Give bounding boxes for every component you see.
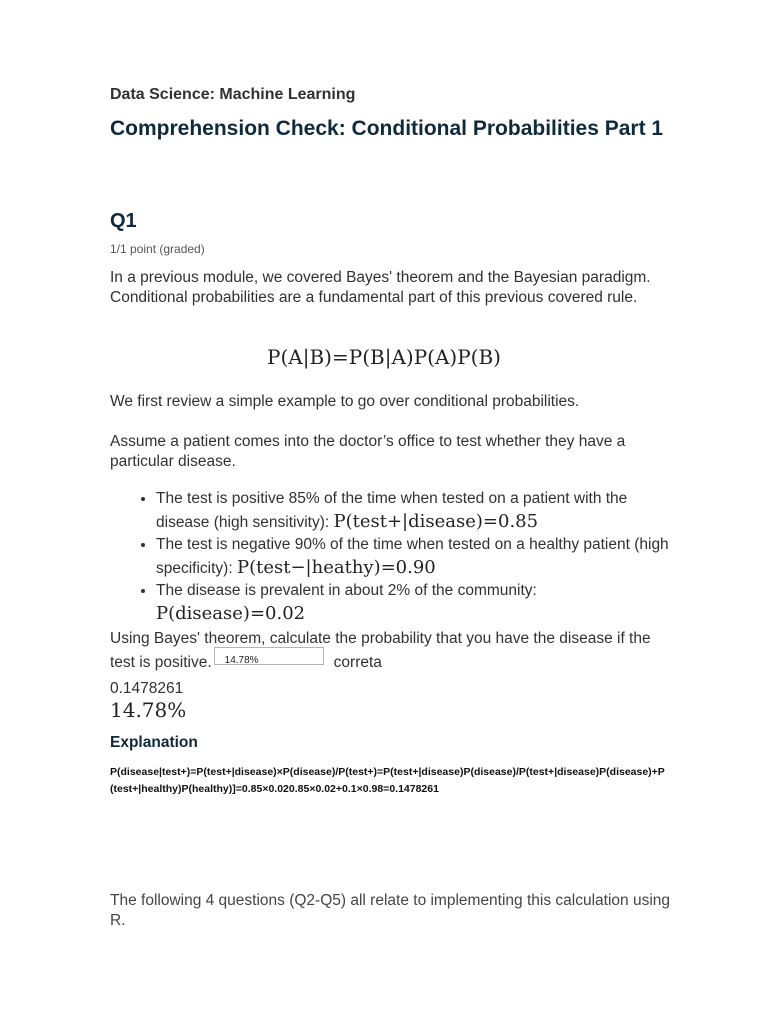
bayes-formula: P(A|B)=P(B|A)P(A)P(B) — [267, 345, 501, 369]
assume-text: Assume a patient comes into the doctor’s office to test whether they have a particular disease. — [110, 433, 626, 470]
list-item — [156, 534, 676, 580]
list-item — [156, 580, 676, 626]
result-display: 14.78% — [110, 698, 187, 722]
explanation-heading: Explanation — [110, 734, 198, 751]
answer-input[interactable]: 14.78% — [214, 647, 324, 665]
intro-text: In a previous module, we covered Bayes' theorem and the Bayesian paradigm. Conditional probabilities are a fundamental part of this previous covered rule. — [110, 269, 651, 306]
condition-text: The disease is prevalent in about 2% of the community: — [156, 582, 537, 599]
prompt-text: Using Bayes' theorem, calculate the probability that you have the disease if the test is positive. — [110, 630, 651, 671]
answer-status: correta — [333, 654, 382, 671]
condition-math: P(disease)=0.02 — [156, 602, 306, 624]
explanation-text: P(disease|test+)=P(test+|disease)×P(disease)/P(test+)=P(test+|disease)P(disease)/P(test+|disease)P(disease)+P(test+|healthy)P(healthy)]=0.85×0.020.85×0.02+0.1×0.98=0.1478261 — [110, 766, 665, 795]
condition-math: P(test−|heathy)=0.90 — [236, 556, 436, 578]
question-heading: Q1 — [110, 210, 137, 232]
conditions-list — [110, 488, 676, 626]
review-text: We first review a simple example to go over conditional probabilities. — [110, 393, 580, 410]
result-raw: 0.1478261 — [110, 680, 184, 697]
condition-math: P(test+|disease)=0.85 — [333, 510, 539, 532]
course-name: Data Science: Machine Learning — [110, 86, 356, 103]
page-title: Comprehension Check: Conditional Probabilities Part 1 — [110, 117, 664, 140]
list-item — [156, 488, 676, 534]
condition-text: The test is positive 85% of the time when tested on a patient with the disease (high sensitivity): — [156, 490, 628, 531]
points-label: 1/1 point (graded) — [110, 242, 205, 256]
condition-text: The test is negative 90% of the time when tested on a healthy patient (high specificity): — [156, 536, 669, 577]
footer-text: The following 4 questions (Q2-Q5) all relate to implementing this calculation using R. — [110, 892, 671, 929]
prompt-block — [110, 627, 670, 675]
